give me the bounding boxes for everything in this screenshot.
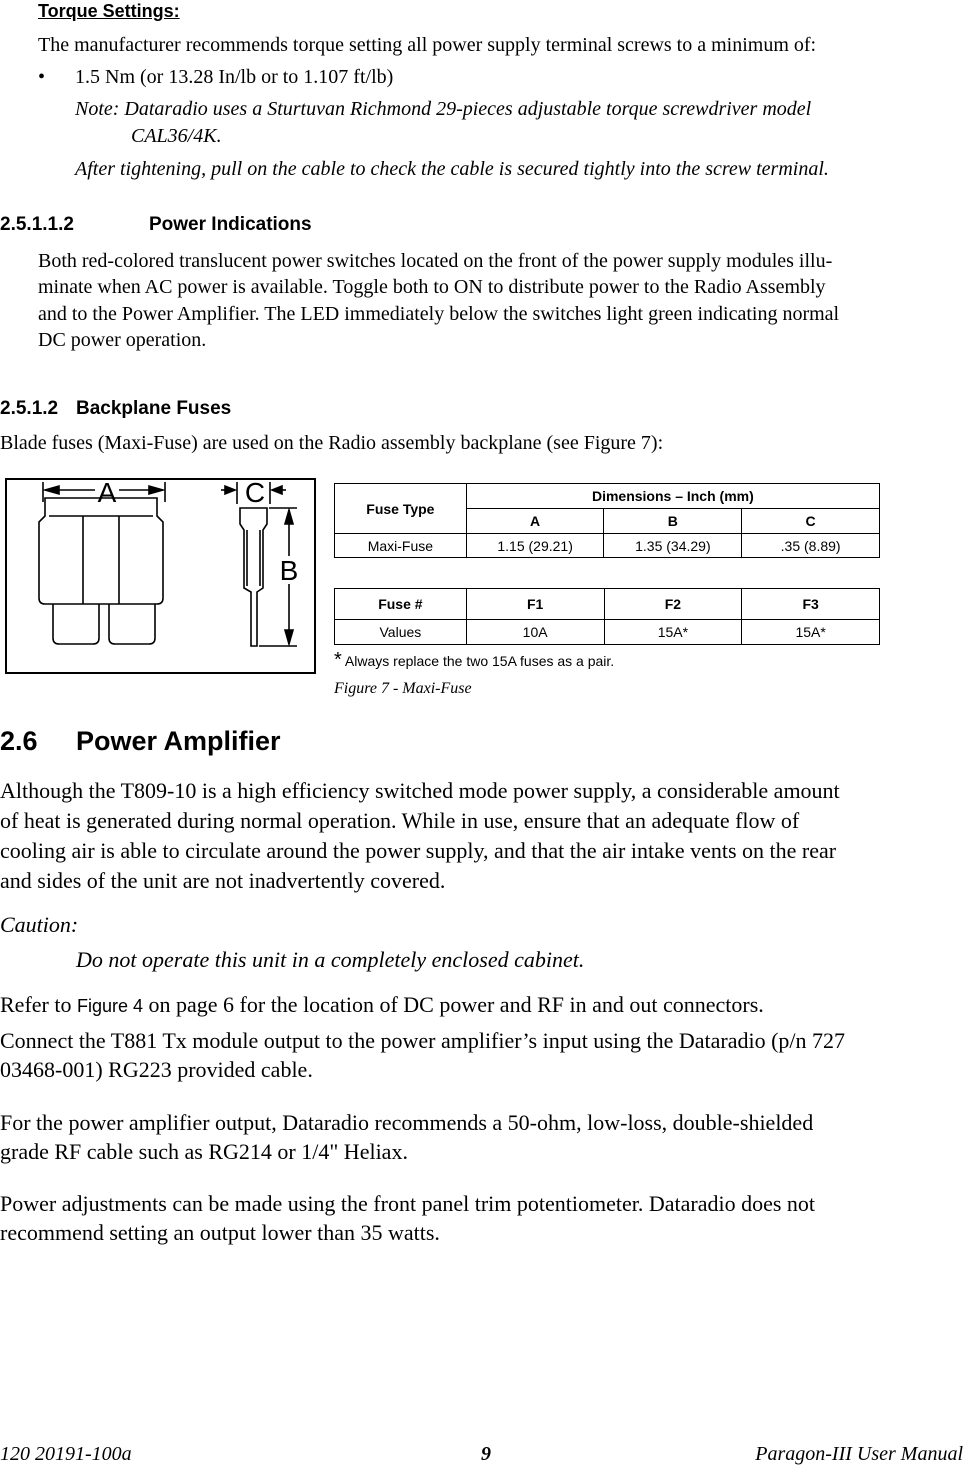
label-b: B: [279, 555, 299, 586]
torque-bullet: 1.5 Nm (or 13.28 In/lb or to 1.107 ft/lb): [75, 66, 394, 88]
fuse-f3-header: F3: [742, 589, 880, 620]
output-line-1: For the power amplifier output, Dataradio recommends a 50-ohm, low-loss, double-shielded: [0, 1110, 814, 1135]
dim-col-c: C: [742, 509, 880, 534]
dimensions-header: Dimensions – Inch (mm): [466, 484, 879, 509]
label-a: A: [97, 480, 117, 508]
power-ind-title: Power Indications: [149, 214, 312, 235]
pa-para1-line-4: and sides of the unit are not inadvertently covered.: [0, 868, 446, 893]
fuse-footnote: [334, 648, 614, 673]
footnote-text: Always replace the two 15A fuses as a pair.: [344, 653, 615, 669]
dim-value-a: 1.15 (29.21): [466, 534, 604, 558]
torque-intro: The manufacturer recommends torque setting all power supply terminal screws to a minimum of:: [38, 34, 817, 56]
dim-value-c: .35 (8.89): [742, 534, 880, 558]
fuse-type-header: Fuse Type: [335, 484, 467, 534]
pa-para1-line-2: of heat is generated during normal operation. While in use, ensure that an adequate flow of: [0, 808, 800, 833]
adjust-line-2: recommend setting an output lower than 35 watts.: [0, 1220, 440, 1245]
caution-text: Do not operate this unit in a completely enclosed cabinet.: [76, 947, 585, 972]
refer-pre: Refer to: [0, 992, 77, 1017]
footer-manual-title: Paragon-III User Manual: [755, 1443, 963, 1465]
dimensions-table: [334, 483, 880, 558]
figure-4-link[interactable]: Figure 4: [76, 996, 144, 1016]
pa-number: 2.6: [0, 726, 38, 756]
torque-heading: Torque Settings:: [38, 1, 180, 21]
power-ind-number: 2.5.1.1.2: [0, 214, 74, 235]
dim-row-label: Maxi-Fuse: [335, 534, 467, 558]
output-line-2: grade RF cable such as RG214 or 1/4" Heliax.: [0, 1139, 408, 1164]
power-ind-line-4: DC power operation.: [38, 329, 207, 351]
fuse-number-header: Fuse #: [335, 589, 467, 620]
footer-page-number: 9: [481, 1443, 491, 1465]
backplane-text: Blade fuses (Maxi-Fuse) are used on the Radio assembly backplane (see Figure 7):: [0, 432, 664, 454]
power-ind-line-2: minate when AC power is available. Toggle both to ON to distribute power to the Radio Assembly: [38, 276, 826, 298]
torque-note-line1: Note: Dataradio uses a Sturtuvan Richmond 29-pieces adjustable torque screwdriver model: [75, 98, 812, 120]
connect-line-1: Connect the T881 Tx module output to the power amplifier’s input using the Dataradio (p/n 727: [0, 1028, 846, 1053]
refer-post: on page 6 for the location of DC power and RF in and out connectors.: [143, 992, 764, 1017]
fuse-f3-value: 15A*: [742, 620, 880, 645]
dim-col-a: A: [466, 509, 604, 534]
power-ind-line-1: Both red-colored translucent power switches located on the front of the power supply modules illu-: [38, 250, 833, 272]
dim-value-b: 1.35 (34.29): [604, 534, 742, 558]
footnote-star: *: [334, 649, 342, 671]
torque-after: After tightening, pull on the cable to check the cable is secured tightly into the screw terminal.: [75, 158, 829, 180]
maxi-fuse-drawing: [5, 478, 316, 674]
power-ind-line-3: and to the Power Amplifier. The LED immediately below the switches light green indicating normal: [38, 303, 840, 325]
backplane-number: 2.5.1.2: [0, 398, 59, 419]
label-c: C: [244, 480, 266, 508]
fuse-f2-value: 15A*: [604, 620, 742, 645]
fuse-f1-header: F1: [466, 589, 604, 620]
fuse-f1-value: 10A: [466, 620, 604, 645]
backplane-title: Backplane Fuses: [76, 398, 232, 419]
fuse-values-label: Values: [335, 620, 467, 645]
figure-caption: Figure 7 - Maxi-Fuse: [334, 680, 472, 697]
maxi-fuse-svg: [7, 480, 314, 672]
pa-title: Power Amplifier: [76, 726, 281, 756]
pa-para1-line-1: Although the T809-10 is a high efficiency switched mode power supply, a considerable amount: [0, 778, 840, 803]
connect-line-2: 03468-001) RG223 provided cable.: [0, 1057, 313, 1082]
fuse-f2-header: F2: [604, 589, 742, 620]
footer-doc-number: 120 20191-100a: [0, 1443, 132, 1465]
torque-note-line2: CAL36/4K.: [131, 125, 222, 147]
pa-para1-line-3: cooling air is able to circulate around the power supply, and that the air intake vents on the rear: [0, 838, 837, 863]
caution-label: Caution:: [0, 912, 79, 937]
bullet-dot: •: [38, 66, 46, 88]
dim-col-b: B: [604, 509, 742, 534]
refer-sentence: [0, 990, 764, 1021]
fuse-values-table: [334, 588, 880, 645]
adjust-line-1: Power adjustments can be made using the front panel trim potentiometer. Dataradio does not: [0, 1191, 816, 1216]
